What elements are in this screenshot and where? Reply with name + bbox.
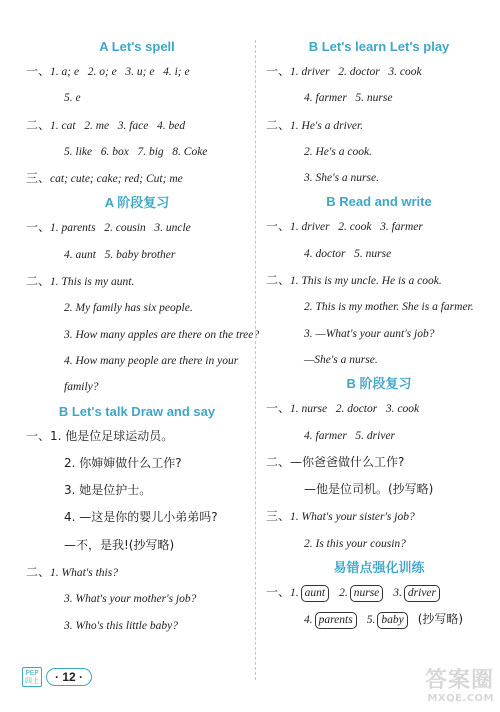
answer-line — [26, 504, 248, 531]
answer-text: 1. nurse 2. doctor 3. cook — [290, 403, 420, 416]
answer-text: 1. This is my uncle. He is a cook. — [290, 275, 442, 288]
answer-text: 4. farmer 5. nurse — [304, 92, 393, 105]
answer-text: 2. He's a cook. — [304, 145, 372, 158]
answer-line — [26, 477, 248, 504]
answer-line — [26, 242, 248, 268]
boxed-word: nurse — [350, 585, 384, 602]
answer-text: 3. What's your mother's job? — [64, 593, 197, 606]
answer-text: 1. driver 2. doctor 3. cook — [290, 66, 422, 78]
answer-text: 4. farmer 5. driver — [304, 429, 396, 442]
copy-omitted-note: (抄写略) — [417, 612, 464, 627]
lets-learn-answers — [266, 58, 492, 191]
watermark-logo — [424, 668, 494, 708]
answer-line — [266, 503, 492, 530]
answer-line — [266, 267, 492, 294]
answer-text: 3. Who's this little baby? — [64, 619, 178, 632]
answer-line — [26, 322, 260, 348]
answer-line — [266, 476, 492, 503]
answer-line — [26, 348, 248, 374]
answer-line — [266, 85, 492, 111]
answer-line — [266, 58, 492, 85]
answer-line — [266, 321, 492, 347]
item-label: 二、 — [266, 117, 291, 132]
item-label: 一、 — [26, 64, 51, 78]
item-label: 二、 — [26, 274, 51, 289]
answer-text: 1. a; e 2. o; e 3. u; e 4. i; e — [50, 66, 190, 78]
answer-text: —不，是我!(抄写略) — [64, 537, 175, 552]
left-column — [26, 36, 260, 639]
answer-text: 4. aunt 5. baby brother — [64, 248, 176, 261]
answer-text: 3. She's a nurse. — [304, 172, 379, 185]
answer-text: cat; cute; cake; red; Cut; me — [50, 173, 183, 186]
answer-line — [26, 295, 248, 321]
answer-line — [26, 613, 248, 639]
answer-text: 4. How many people are there in your — [64, 354, 239, 367]
item-label: 三、 — [266, 509, 291, 524]
section-heading-b-review: B 阶段复习 — [346, 376, 412, 392]
answer-text: 1. What's this? — [50, 567, 118, 580]
read-write-answers — [266, 213, 492, 373]
answer-text: 1. 他是位足球运动员。 — [50, 428, 174, 443]
answer-line — [266, 347, 492, 373]
section-heading-a-review: A 阶段复习 — [104, 195, 170, 211]
watermark-main: 答案圈 — [424, 668, 494, 693]
answer-text: 5. like 6. box 7. big 8. Coke — [64, 145, 208, 158]
answer-line — [266, 139, 492, 165]
item-number: 2. — [339, 587, 348, 600]
answer-text: —She's a nurse. — [304, 353, 378, 366]
answer-line — [26, 165, 248, 192]
item-label: 二、 — [26, 565, 51, 580]
answer-text: 1. He's a driver. — [290, 119, 364, 132]
answer-line — [266, 294, 492, 320]
boxed-answer — [304, 607, 359, 633]
item-label: 二、 — [26, 117, 51, 132]
answer-line — [266, 213, 492, 240]
boxed-answer — [367, 607, 410, 633]
answer-line — [26, 85, 248, 111]
item-number: 3. — [393, 587, 402, 600]
page-number: · 12 · — [46, 668, 92, 686]
item-label: 一、 — [266, 585, 291, 600]
answer-text: 1. parents 2. cousin 3. uncle — [50, 222, 191, 235]
item-label: 一、 — [266, 64, 291, 78]
answer-text: 1. driver 2. cook 3. farmer — [290, 221, 423, 234]
answer-line — [26, 268, 248, 295]
answer-line — [26, 423, 248, 450]
answer-line — [266, 165, 492, 191]
answer-text: 3. 她是位护士。 — [64, 483, 152, 498]
section-heading-lets-talk: B Let's talk Draw and say — [58, 403, 216, 419]
answer-line — [266, 241, 492, 267]
answer-line — [26, 58, 248, 85]
column-divider — [255, 40, 256, 680]
watermark-url: MXQE.COM — [427, 693, 494, 704]
boxed-answer — [290, 580, 331, 606]
item-number: 4. — [304, 614, 313, 627]
answer-line — [26, 586, 248, 612]
section-heading-read-write: B Read and write — [326, 194, 432, 210]
answer-line — [26, 214, 248, 241]
item-label: 一、 — [26, 428, 51, 443]
answer-text: —你爸爸做什么工作? — [290, 454, 405, 469]
item-label: 一、 — [266, 219, 291, 234]
page-footer — [22, 667, 92, 687]
answer-line — [266, 423, 492, 449]
answer-text: 3. How many apples are there on the tree? — [64, 328, 260, 341]
item-label: 二、 — [266, 273, 291, 288]
answer-text: 2. 你婶婶做什么工作? — [64, 455, 182, 470]
edition-badge-bottom: 四上 — [25, 677, 39, 685]
answer-line — [266, 579, 492, 606]
error-training-answers — [266, 579, 492, 634]
answer-line — [26, 112, 248, 139]
boxed-answer — [339, 580, 385, 606]
answer-text: 1. What's your sister's job? — [290, 511, 415, 524]
answer-line — [266, 112, 492, 139]
answer-line — [26, 450, 248, 477]
boxed-word: driver — [404, 585, 440, 602]
boxed-word: aunt — [301, 585, 329, 602]
edition-badge-top: PEP — [25, 669, 39, 677]
item-label: 一、 — [266, 401, 291, 416]
answer-text: 5. e — [64, 92, 81, 105]
answer-text: 4. —这是你的婴儿小弟弟吗? — [64, 510, 218, 525]
answer-text: 2. My family has six people. — [64, 302, 193, 315]
answer-line — [266, 395, 492, 422]
a-review-answers — [26, 214, 260, 400]
item-number: 5. — [366, 614, 376, 627]
item-number: 1. — [290, 587, 299, 600]
answer-line — [26, 139, 248, 165]
section-heading-lets-spell: A Let's spell — [99, 39, 175, 54]
answer-line — [266, 449, 492, 476]
lets-talk-answers — [26, 423, 248, 639]
edition-badge — [22, 667, 42, 687]
item-label: 三、 — [26, 171, 51, 186]
item-label: 一、 — [26, 220, 51, 235]
answer-line — [266, 606, 492, 633]
answer-line — [266, 531, 492, 557]
answer-text: 2. Is this your cousin? — [304, 537, 406, 550]
answer-line — [26, 374, 248, 400]
boxed-answer — [393, 580, 442, 606]
answer-line — [26, 532, 248, 559]
item-label: 二、 — [266, 454, 291, 469]
boxed-word: baby — [377, 612, 407, 629]
answer-text: 2. This is my mother. She is a farmer. — [304, 301, 474, 314]
section-heading-error-training: 易错点强化训练 — [333, 560, 425, 576]
answer-line — [26, 559, 248, 586]
answer-text: 3. —What's your aunt's job? — [304, 327, 435, 340]
answer-text: —他是位司机。(抄写略) — [304, 482, 434, 497]
b-review-answers — [266, 395, 492, 557]
lets-spell-answers — [26, 58, 248, 192]
answer-text: 4. doctor 5. nurse — [304, 247, 392, 260]
section-heading-lets-learn: B Let's learn Let's play — [308, 39, 450, 54]
answer-text: family? — [64, 381, 99, 394]
answer-text: 1. cat 2. me 3. face 4. bed — [50, 119, 186, 132]
boxed-word: parents — [315, 612, 357, 629]
right-column — [266, 36, 492, 634]
answer-text: 1. This is my aunt. — [50, 276, 135, 289]
